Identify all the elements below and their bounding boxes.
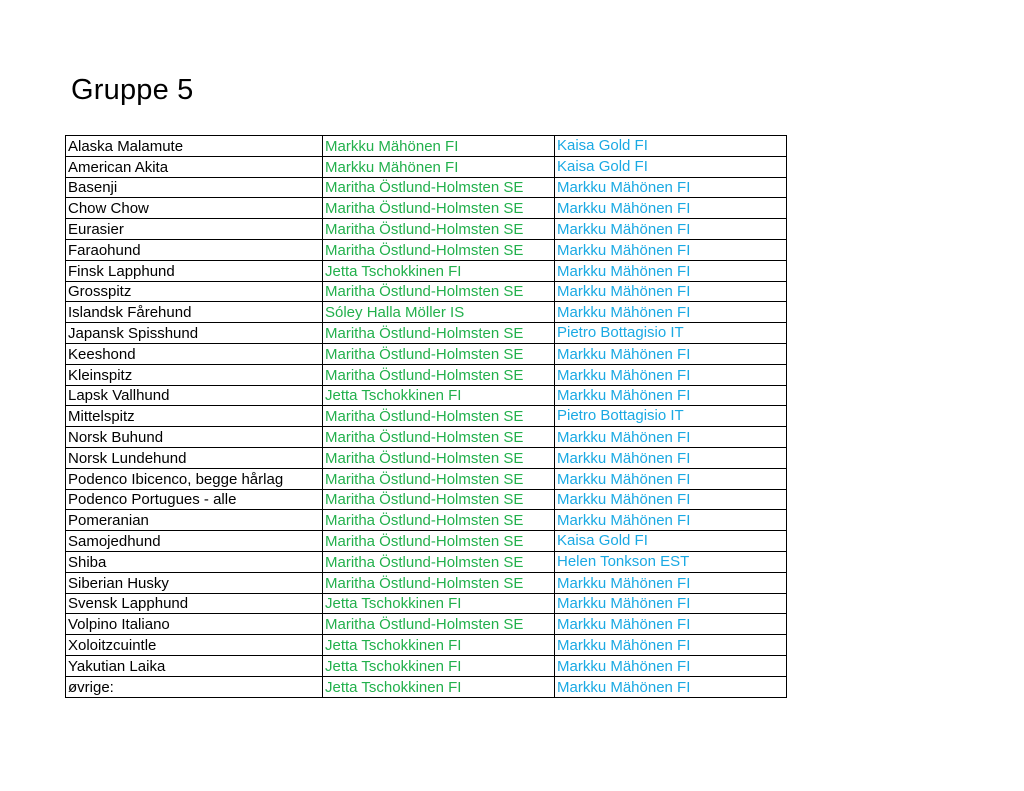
judge2-cell: Markku Mähönen FI (555, 198, 787, 219)
judge1-cell: Maritha Östlund-Holmsten SE (323, 489, 555, 510)
judge1-cell: Maritha Östlund-Holmsten SE (323, 323, 555, 344)
judge2-cell: Markku Mähönen FI (555, 447, 787, 468)
judge2-cell: Markku Mähönen FI (555, 239, 787, 260)
breed-cell: Lapsk Vallhund (66, 385, 323, 406)
breed-cell: Samojedhund (66, 531, 323, 552)
table-row (66, 323, 787, 344)
breed-cell: Yakutian Laika (66, 655, 323, 676)
judge2-cell: Markku Mähönen FI (555, 655, 787, 676)
breed-cell: Mittelspitz (66, 406, 323, 427)
table-row (66, 635, 787, 656)
judge-table (65, 135, 787, 698)
judge2-cell: Pietro Bottagisio IT (555, 406, 787, 427)
table-row (66, 177, 787, 198)
judge1-cell: Jetta Tschokkinen FI (323, 385, 555, 406)
judge2-cell: Markku Mähönen FI (555, 177, 787, 198)
breed-cell: American Akita (66, 156, 323, 177)
breed-cell: Japansk Spisshund (66, 323, 323, 344)
table-row (66, 343, 787, 364)
judge2-cell: Pietro Bottagisio IT (555, 323, 787, 344)
judge2-cell: Markku Mähönen FI (555, 510, 787, 531)
breed-cell: Norsk Buhund (66, 427, 323, 448)
page-title: Gruppe 5 (71, 74, 194, 106)
judge1-cell: Maritha Östlund-Holmsten SE (323, 364, 555, 385)
judge1-cell: Jetta Tschokkinen FI (323, 676, 555, 697)
table-row (66, 364, 787, 385)
judge2-cell: Markku Mähönen FI (555, 281, 787, 302)
judge2-cell: Kaisa Gold FI (555, 531, 787, 552)
judge2-cell: Markku Mähönen FI (555, 614, 787, 635)
table-row (66, 614, 787, 635)
judge2-cell: Markku Mähönen FI (555, 302, 787, 323)
table-row (66, 239, 787, 260)
table-row (66, 260, 787, 281)
breed-cell: Xoloitzcuintle (66, 635, 323, 656)
table-row (66, 531, 787, 552)
breed-cell: Islandsk Fårehund (66, 302, 323, 323)
breed-cell: Grosspitz (66, 281, 323, 302)
table-row (66, 281, 787, 302)
breed-cell: Chow Chow (66, 198, 323, 219)
table-row (66, 572, 787, 593)
judge2-cell: Markku Mähönen FI (555, 468, 787, 489)
judge1-cell: Jetta Tschokkinen FI (323, 635, 555, 656)
judge1-cell: Jetta Tschokkinen FI (323, 260, 555, 281)
table-row (66, 655, 787, 676)
judge1-cell: Maritha Östlund-Holmsten SE (323, 551, 555, 572)
table-row (66, 198, 787, 219)
judge2-cell: Markku Mähönen FI (555, 385, 787, 406)
judge2-cell: Markku Mähönen FI (555, 343, 787, 364)
judge1-cell: Maritha Östlund-Holmsten SE (323, 572, 555, 593)
breed-cell: Pomeranian (66, 510, 323, 531)
judge1-cell: Maritha Östlund-Holmsten SE (323, 219, 555, 240)
judge1-cell: Jetta Tschokkinen FI (323, 593, 555, 614)
judge2-cell: Markku Mähönen FI (555, 635, 787, 656)
judge2-cell: Kaisa Gold FI (555, 156, 787, 177)
judge1-cell: Maritha Östlund-Holmsten SE (323, 531, 555, 552)
breed-cell: Podenco Portugues - alle (66, 489, 323, 510)
judge1-cell: Markku Mähönen FI (323, 156, 555, 177)
breed-cell: Volpino Italiano (66, 614, 323, 635)
table-row (66, 136, 787, 157)
table-row (66, 551, 787, 572)
judge1-cell: Maritha Östlund-Holmsten SE (323, 468, 555, 489)
judge1-cell: Maritha Östlund-Holmsten SE (323, 510, 555, 531)
breed-cell: Alaska Malamute (66, 136, 323, 157)
breed-cell: Keeshond (66, 343, 323, 364)
breed-cell: Siberian Husky (66, 572, 323, 593)
judge1-cell: Maritha Östlund-Holmsten SE (323, 198, 555, 219)
judge2-cell: Markku Mähönen FI (555, 489, 787, 510)
breed-cell: Kleinspitz (66, 364, 323, 385)
judge2-cell: Kaisa Gold FI (555, 136, 787, 157)
judge1-cell: Maritha Östlund-Holmsten SE (323, 177, 555, 198)
table-row (66, 156, 787, 177)
breed-cell: Norsk Lundehund (66, 447, 323, 468)
judge1-cell: Maritha Östlund-Holmsten SE (323, 406, 555, 427)
judge2-cell: Helen Tonkson EST (555, 551, 787, 572)
table-row (66, 406, 787, 427)
table-row (66, 468, 787, 489)
judge2-cell: Markku Mähönen FI (555, 364, 787, 385)
table-row (66, 489, 787, 510)
breed-cell: Eurasier (66, 219, 323, 240)
judge1-cell: Jetta Tschokkinen FI (323, 655, 555, 676)
judge1-cell: Maritha Östlund-Holmsten SE (323, 614, 555, 635)
judge-table-body (66, 136, 787, 698)
judge1-cell: Maritha Östlund-Holmsten SE (323, 447, 555, 468)
table-row (66, 385, 787, 406)
table-row (66, 510, 787, 531)
breed-cell: Basenji (66, 177, 323, 198)
judge2-cell: Markku Mähönen FI (555, 572, 787, 593)
judge2-cell: Markku Mähönen FI (555, 593, 787, 614)
breed-cell: Podenco Ibicenco, begge hårlag (66, 468, 323, 489)
table-row (66, 593, 787, 614)
breed-cell: øvrige: (66, 676, 323, 697)
judge1-cell: Maritha Östlund-Holmsten SE (323, 343, 555, 364)
table-row (66, 302, 787, 323)
breed-cell: Shiba (66, 551, 323, 572)
judge2-cell: Markku Mähönen FI (555, 260, 787, 281)
judge1-cell: Markku Mähönen FI (323, 136, 555, 157)
table-row (66, 427, 787, 448)
judge2-cell: Markku Mähönen FI (555, 676, 787, 697)
judge1-cell: Maritha Östlund-Holmsten SE (323, 427, 555, 448)
judge2-cell: Markku Mähönen FI (555, 219, 787, 240)
judge1-cell: Maritha Östlund-Holmsten SE (323, 239, 555, 260)
table-row (66, 219, 787, 240)
judge1-cell: Sóley Halla Möller IS (323, 302, 555, 323)
breed-cell: Finsk Lapphund (66, 260, 323, 281)
judge2-cell: Markku Mähönen FI (555, 427, 787, 448)
judge1-cell: Maritha Östlund-Holmsten SE (323, 281, 555, 302)
breed-cell: Svensk Lapphund (66, 593, 323, 614)
breed-cell: Faraohund (66, 239, 323, 260)
table-row (66, 447, 787, 468)
table-row (66, 676, 787, 697)
